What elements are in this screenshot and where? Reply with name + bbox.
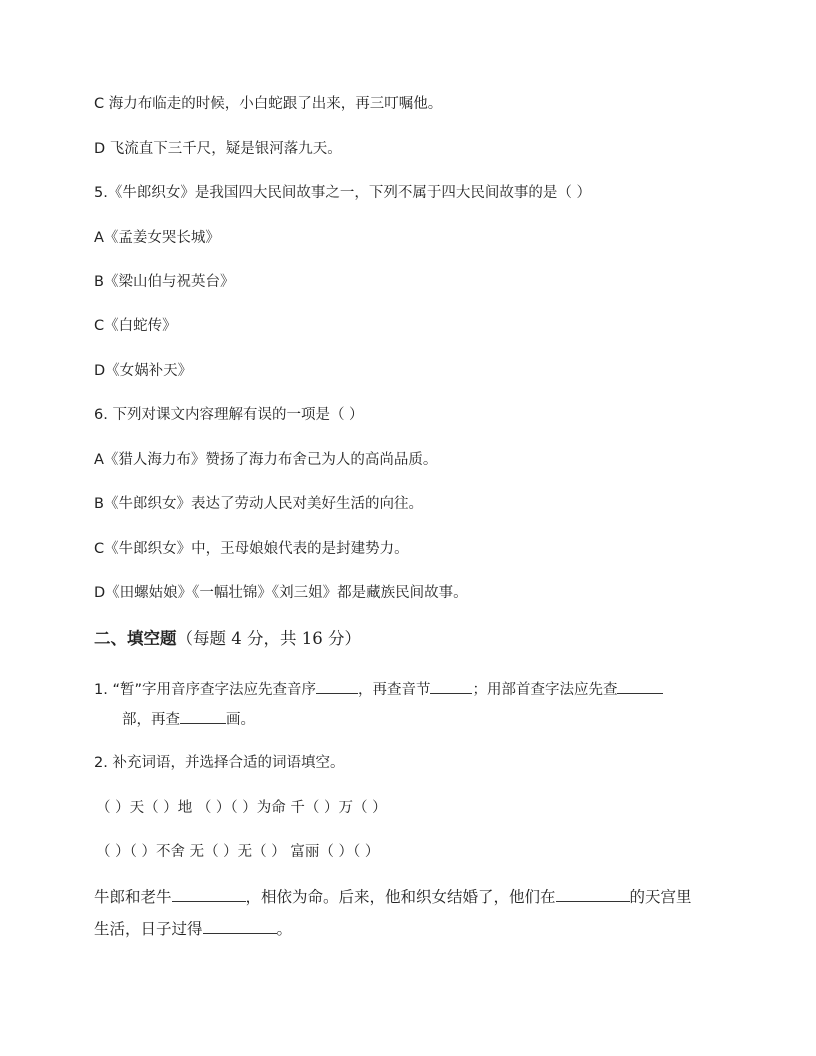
fill2-text-a: 牛郎和老牛 <box>94 888 172 906</box>
section-heading <box>94 628 361 650</box>
q6-option-a: A《猎人海力布》赞扬了海力布舍己为人的高尚品质。 <box>94 452 438 468</box>
fill1-text-d: 部，再查 <box>122 712 180 728</box>
fill2-text-c: 的天宫里 <box>629 888 692 906</box>
q5-option-c: C《白蛇传》 <box>94 318 177 334</box>
fill2-text-b: ，相依为命。后来，他和织女结婚了，他们在 <box>245 888 556 906</box>
answer-blank[interactable] <box>203 918 277 934</box>
fill1-text-a: 1. “暂”字用音序查字法应先查音序 <box>94 682 316 698</box>
answer-blank[interactable] <box>180 708 226 724</box>
answer-blank[interactable] <box>430 678 472 694</box>
fill1-text-c: ；用部首查字法应先查 <box>472 682 618 698</box>
fill2-paragraph-line1 <box>94 886 692 907</box>
fill1-line1 <box>94 678 663 700</box>
q4-option-c: C 海力布临走的时候，小白蛇跟了出来，再三叮嘱他。 <box>94 96 443 112</box>
q4-option-d: D 飞流直下三千尺，疑是银河落九天。 <box>94 141 342 157</box>
q6-stem: 6. 下列对课文内容理解有误的一项是（ ） <box>94 407 364 423</box>
fill2-text-d: 生活，日子过得 <box>94 920 203 938</box>
section-title: 二、填空题 <box>94 629 177 648</box>
q6-option-c: C《牛郎织女》中，王母娘娘代表的是封建势力。 <box>94 541 409 557</box>
q5-option-a: A《孟姜女哭长城》 <box>94 230 220 246</box>
q5-option-d: D《女娲补天》 <box>94 363 193 379</box>
q5-option-b: B《梁山伯与祝英台》 <box>94 274 235 290</box>
section-subtitle: （每题 4 分，共 16 分） <box>176 629 361 648</box>
fill1-text-e: 画。 <box>226 712 255 728</box>
fill2-stem: 2. 补充词语，并选择合适的词语填空。 <box>94 755 345 771</box>
q5-stem: 5.《牛郎织女》是我国四大民间故事之一，下列不属于四大民间故事的是（ ） <box>94 185 591 201</box>
fill2-text-e: 。 <box>276 920 293 938</box>
answer-blank[interactable] <box>617 678 663 694</box>
answer-blank[interactable] <box>172 886 246 902</box>
q6-option-d: D《田螺姑娘》《一幅壮锦》《刘三姐》都是藏族民间故事。 <box>94 585 468 601</box>
answer-blank[interactable] <box>316 678 358 694</box>
q6-option-b: B《牛郎织女》表达了劳动人民对美好生活的向往。 <box>94 496 423 512</box>
fill2-paragraph-line2 <box>94 918 292 939</box>
fill2-row2: （ ）（ ）不舍 无（ ）无（ ） 富丽（ ）（ ） <box>96 844 380 860</box>
fill1-line2 <box>122 708 255 730</box>
fill1-text-b: ，再查音节 <box>357 682 431 698</box>
fill2-row1: （ ）天（ ）地 （ ）（ ）为命 千（ ）万（ ） <box>96 800 387 816</box>
answer-blank[interactable] <box>556 886 630 902</box>
